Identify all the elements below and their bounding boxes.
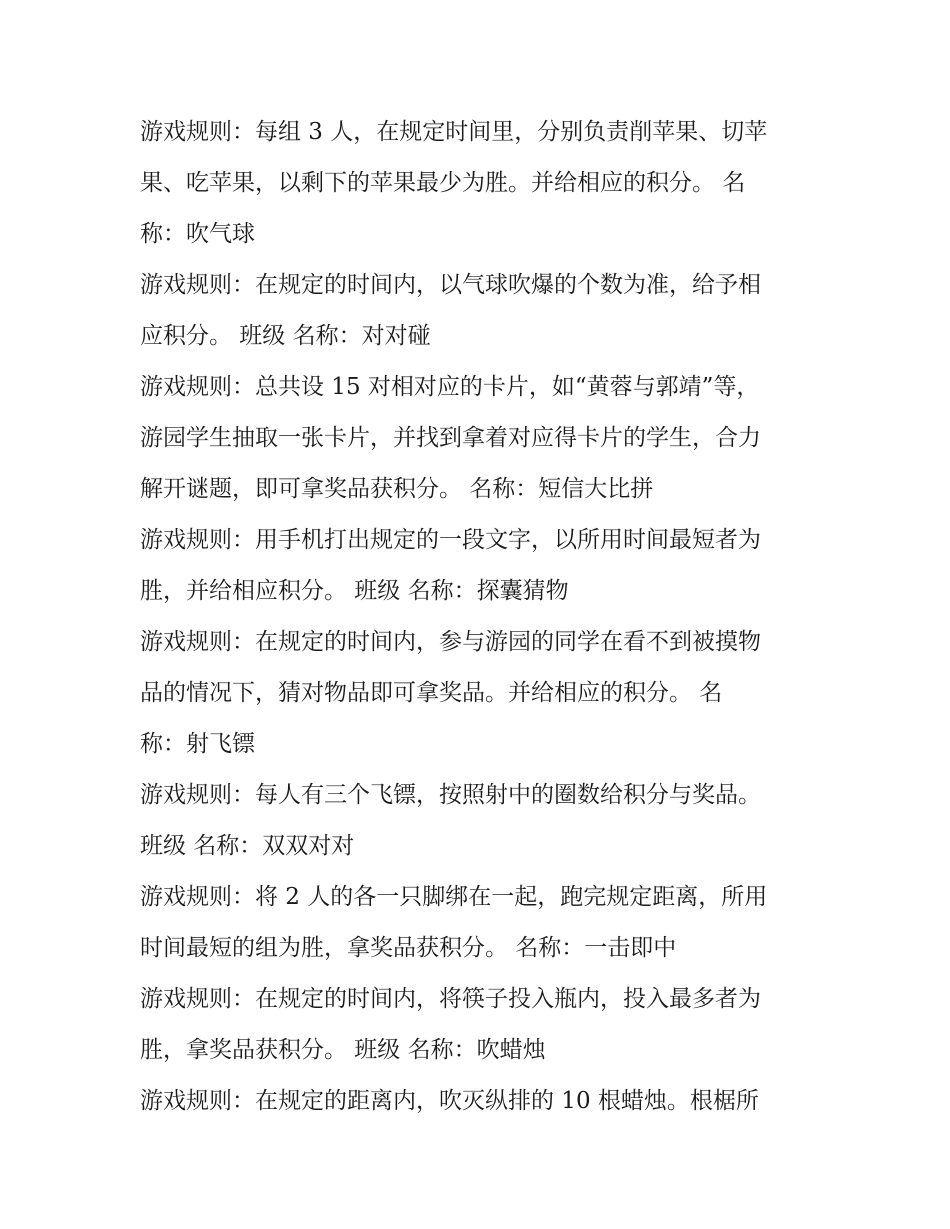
text-line: 应积分。 班级 名称：对对碰 — [140, 323, 431, 349]
text-line: 班级 名称：双双对对 — [140, 833, 355, 859]
text-line: 游戏规则：在规定的距离内，吹灭纵排的 10 根蜡烛。根椐所 — [140, 1088, 759, 1114]
text-line: 游戏规则：将 2 人的各一只脚绑在一起，跑完规定距离，所用 — [140, 884, 768, 910]
text-line: 游园学生抽取一张卡片，并找到拿着对应得卡片的学生，合力 — [140, 425, 761, 451]
text-line: 称：射飞镖 — [140, 731, 255, 757]
text-line: 游戏规则：在规定的时间内，参与游园的同学在看不到被摸物 — [140, 629, 761, 655]
text-line: 游戏规则：用手机打出规定的一段文字，以所用时间最短者为 — [140, 527, 761, 553]
text-line: 游戏规则：在规定的时间内，以气球吹爆的个数为准，给予相 — [140, 272, 761, 298]
text-line: 品的情况下，猜对物品即可拿奖品。并给相应的积分。 名 — [140, 680, 723, 706]
text-line: 称：吹气球 — [140, 221, 255, 247]
text-line: 游戏规则：总共设 15 对相对应的卡片，如“黄蓉与郭靖”等， — [140, 374, 760, 400]
text-line: 胜，拿奖品获积分。 班级 名称：吹蜡烛 — [140, 1037, 546, 1063]
text-line: 胜，并给相应积分。 班级 名称：探囊猜物 — [140, 578, 569, 604]
text-line: 时间最短的组为胜，拿奖品获积分。 名称：一击即中 — [140, 935, 677, 961]
text-line: 解开谜题，即可拿奖品获积分。 名称：短信大比拼 — [140, 476, 654, 502]
text-line: 游戏规则：每组 3 人，在规定时间里，分别负责削苹果、切苹 — [140, 119, 768, 145]
text-line: 游戏规则：每人有三个飞镖，按照射中的圈数给积分与奖品。 — [140, 782, 761, 808]
text-line: 游戏规则：在规定的时间内，将筷子投入瓶内，投入最多者为 — [140, 986, 761, 1012]
document-body — [140, 107, 820, 1127]
text-line: 果、吃苹果，以剩下的苹果最少为胜。并给相应的积分。 名 — [140, 170, 746, 196]
